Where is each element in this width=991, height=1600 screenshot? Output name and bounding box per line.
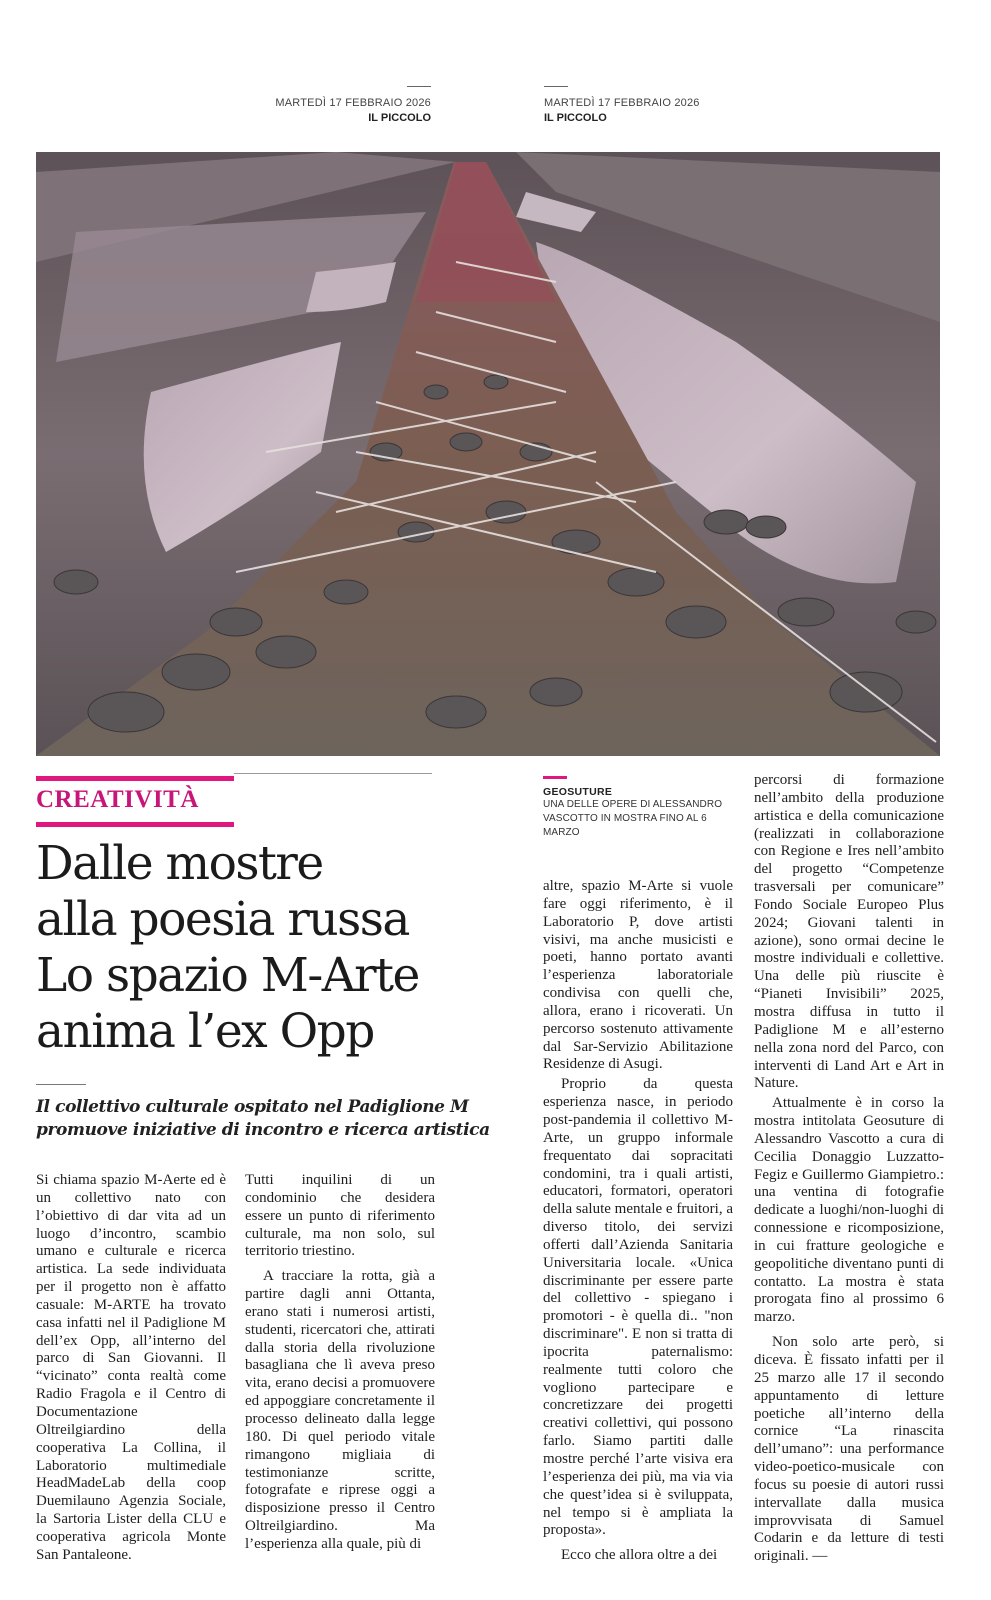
subheadline — [36, 1096, 490, 1142]
caption-title: GEOSUTURE — [543, 786, 613, 798]
col1-paragraph-1: Si chiama spazio M-Aerte ed è un collettivo nato con l’obiettivo di dar vita ad un luogo d’incontro, scambio umano e culturale e ricerca artistica. La sede individuata per il progetto non è affatto casuale: M-ARTE ha trovato casa infatti nel il Padiglione M dell’ex Opp, all’interno del parco di San Giovanni. Il “vicinato” conta realtà come Radio Fragola e il Centro di Documentazione Oltreilgiardino della cooperativa La Collina, il Laboratorio multimediale HeadMadeLab della coop Duemilauno Agenzia Sociale, la Sartoria Lister della CLU e cooperativa agricola Monte San Pantaleone. — [36, 1172, 226, 1563]
masthead-divider-left — [407, 86, 431, 87]
kicker-rule — [234, 773, 432, 774]
masthead-paper-left: IL PICCOLO — [368, 112, 431, 124]
col4-paragraph-3: Non solo arte però, si diceva. È fissato infatti per il 25 marzo alle 17 il secondo appuntamento di letture poetiche all’interno della cornice “La rinascita dell’umano”: una performance video-poetico-musicale con focus su poesie di autori russi intervallate dalla musica improvvisata di Samuel Codarin e da letture di testi originali. — — [754, 1334, 944, 1565]
article-column-2 — [245, 1172, 435, 1554]
caption-line-2: VASCOTTO IN MOSTRA FINO AL 6 MARZO — [543, 813, 707, 838]
caption-line-1: UNA DELLE OPERE DI ALESSANDRO — [543, 799, 723, 810]
col4-paragraph-2: Attualmente è in corso la mostra intitolata Geosuture di Alessandro Vascotto a cura di Cecilia Donaggio Luzzatto-Fegiz e Guillermo Giampietro.: una ventina di fotografie dedicate a luoghi/non-luoghi di connessione e ricomposizione, in cui fratture geologiche e geopolitiche diventano punti di contatto. La mostra è stata prorogata fino al prossimo 6 marzo. — [754, 1095, 944, 1326]
col3-paragraph-3: Ecco che allora oltre a dei — [561, 1547, 718, 1564]
col4-paragraph-1: percorsi di formazione nell’ambito della produzione artistica e della comunicazione (realizzati in collaborazione con Regione e Ires nell’ambito del progetto “Competenze trasversali per comunicare” Fondo Sociale Europeo Plus 2024; Giovani talenti in azione), sono ormai decine le mostre individuali e collettive. Una delle più riuscite è “Pianeti Invisibili” 2025, mostra diffusa in tutto il Padiglione M e all’esterno nella zona nord del Parco, con interventi di Land Art e Art in Nature. — [754, 772, 944, 1092]
col2-paragraph-1: Tutti inquilini di un condominio che desidera essere un punto di riferimento culturale, ma non solo, sul territorio triestino. — [245, 1172, 435, 1260]
col2-paragraph-2: A tracciare la rotta, già a partire dagli anni Ottanta, erano stati i numerosi artisti, studenti, ricercatori che, attirati dalla storia della rivoluzione basagliana che lì aveva preso vita, erano decisi a promuovere ed appoggiare concretamente il processo delineato dalla legge 180. Di quel periodo vitale rimangono migliaia di testimonianze scritte, fotografate e riprese oggi a disposizione presso il Centro Oltreilgiardino. Ma l’esperienza alla quale, più di — [245, 1268, 435, 1552]
headline — [36, 836, 419, 1060]
masthead-date-left: MARTEDÌ 17 FEBBRAIO 2026 — [275, 97, 431, 109]
masthead-left — [275, 96, 431, 126]
masthead-right — [544, 96, 700, 126]
article-column-1 — [36, 1172, 226, 1565]
subheadline-line-1: Il collettivo culturale ospitato nel Padiglione M — [36, 1097, 469, 1117]
masthead-paper-right: IL PICCOLO — [544, 112, 607, 124]
headline-line-2: alla poesia russa — [36, 892, 409, 947]
article-photo — [36, 152, 940, 756]
col3-paragraph-2: Proprio da questa esperienza nasce, in periodo post-pandemia il collettivo M-Arte, un gruppo informale frequentato dai sopracitati condomini, tra i quali artisti, educatori, formatori, operatori della salute mentale e fruitori, a diverso titolo, dei servizi offerti dall’Azienda Sanitaria Universitaria locale. «Unica discriminante per essere parte del collettivo - spiegano i promotori - è quella di.. "non discriminare". E non si tratta di ipocrita paternalismo: realmente tutti coloro che vogliono partecipare e concretizzare dei progetti creativi collettivi, qui possono farlo. Siamo partiti dalle mostre perché l’arte visiva era l’esperienza dei più, ma via via che quest’idea si è sviluppata, nel tempo si è ampliata la proposta». — [543, 1076, 733, 1539]
masthead-divider-right — [544, 86, 568, 87]
col3-paragraph-1: altre, spazio M-Arte si vuole fare oggi riferimento, è il Laboratorio P, dove artisti visivi, ma anche musicisti e poeti, hanno portato avanti l’esperienza laboratoriale condivisa con quelli che, allora, erano i ricoverati. Un percorso sostenuto attivamente dal Sar-Servizio Abilitazione Residenze di Asugi. — [543, 878, 733, 1073]
photo-caption — [543, 786, 743, 840]
subheadline-line-2: promuove iniziative di incontro e ricerca artistica — [36, 1120, 490, 1140]
kicker-bottom-bar — [36, 822, 234, 827]
headline-line-4: anima l’ex Opp — [36, 1004, 374, 1059]
section-label: CREATIVITÀ — [36, 786, 199, 813]
masthead-date-right: MARTEDÌ 17 FEBBRAIO 2026 — [544, 97, 700, 109]
headline-line-1: Dalle mostre — [36, 836, 323, 891]
subheadline-rule — [36, 1084, 86, 1085]
kicker-top-bar — [36, 776, 234, 781]
article-column-3 — [543, 878, 733, 1565]
headline-line-3: Lo spazio M-Arte — [36, 948, 419, 1003]
article-column-4 — [754, 772, 944, 1566]
photo-illustration — [36, 152, 940, 756]
caption-accent — [543, 776, 567, 779]
